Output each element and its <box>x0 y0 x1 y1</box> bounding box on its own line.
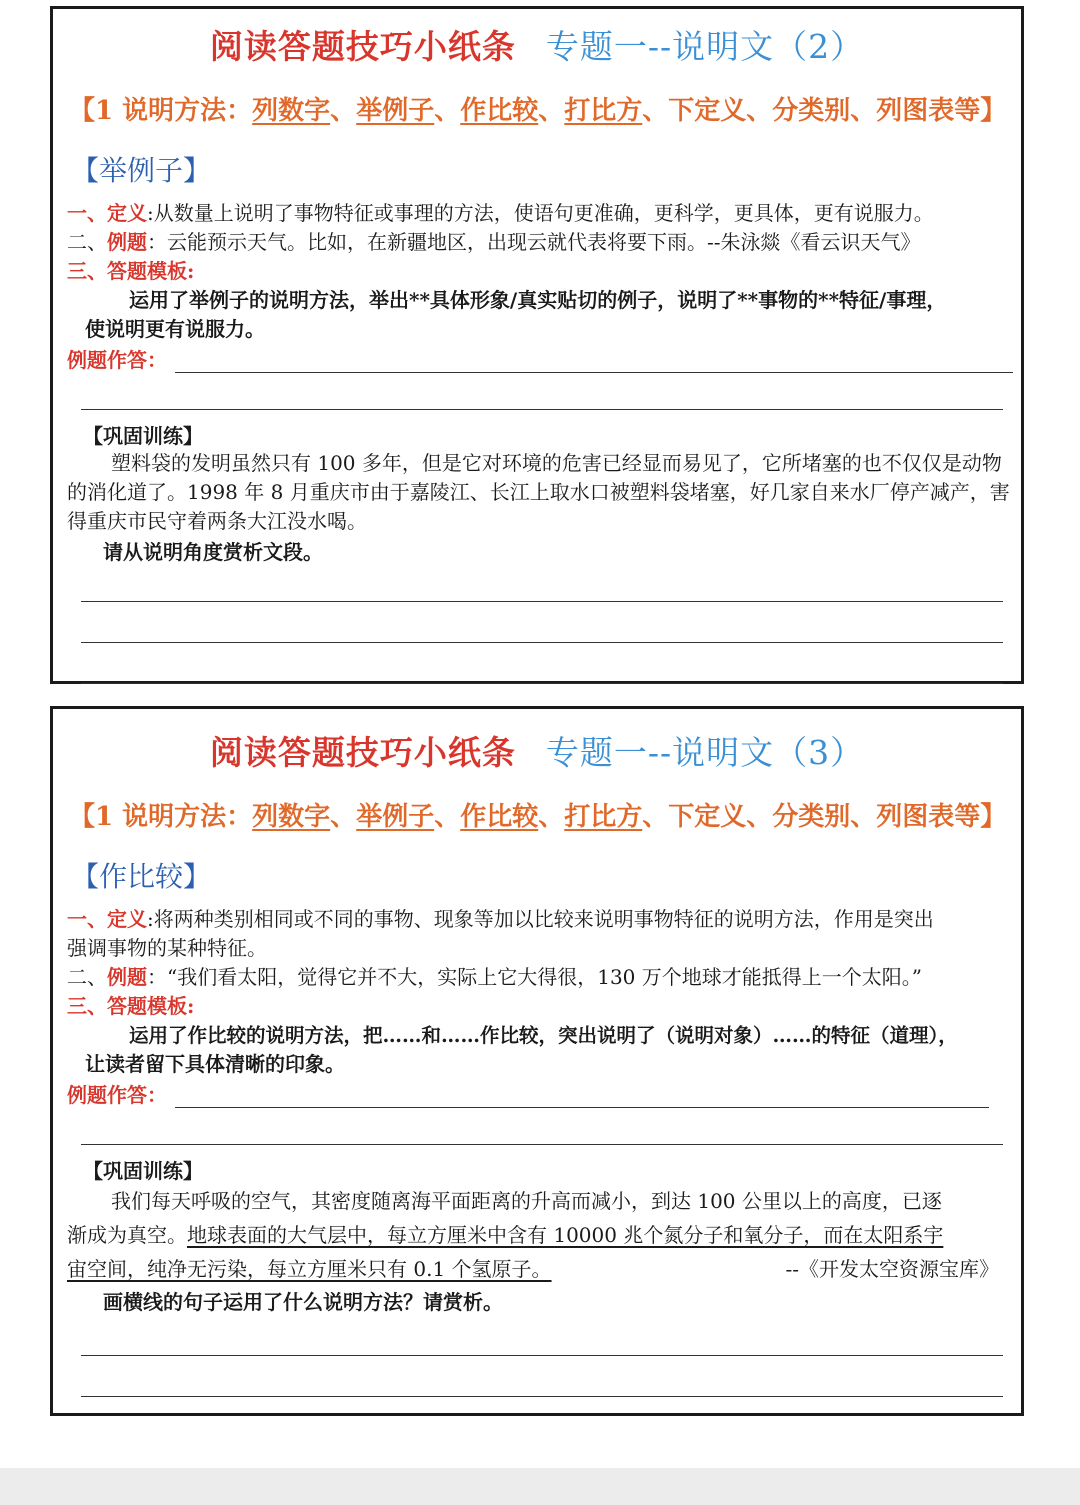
methods-list: 【1 说明方法：列数字、举例子、作比较、打比方、下定义、分类别、列图表等】 <box>69 802 1007 832</box>
answer-label: 例题作答： <box>67 348 167 372</box>
answer-label: 例题作答： <box>67 1083 167 1107</box>
ex-label: 例题 <box>107 965 147 989</box>
practice-title: 【巩固训练】 <box>83 424 203 448</box>
definition-line <box>67 199 1013 228</box>
ex-num: 二、 <box>67 965 107 989</box>
def-text: :从数量上说明了事物特征或事理的方法，使语句更准确，更科学，更具体，更有说服力。 <box>147 201 934 225</box>
template-heading <box>67 992 1013 1021</box>
card-title <box>53 21 1021 68</box>
template-line-2: 让读者留下具体清晰的印象。 <box>85 1052 345 1076</box>
methods-prefix: 【1 说明方法： <box>69 802 253 832</box>
answer-row[interactable] <box>67 344 1013 373</box>
template-line-2: 使说明更有说服力。 <box>85 317 265 341</box>
tpl-num: 三、 <box>67 259 107 283</box>
underlined-sentence-1: 地球表面的大气层中，每立方厘米中含有 10000 兆个氮分子和氧分子，而在太阳系宇 <box>187 1223 944 1247</box>
title-topic: 专题一--说明文（2） <box>545 27 865 66</box>
ex-text: ：“我们看太阳，觉得它并不大，实际上它大得很，130 万个地球才能抵得上一个太阳。” <box>147 965 922 989</box>
practice-plain: 渐成为真空。 <box>67 1223 187 1247</box>
methods-rest: 、下定义、分类别、列图表等】 <box>642 802 1007 832</box>
methods-rest: 、下定义、分类别、列图表等】 <box>642 96 1007 126</box>
def-text: :将两种类别相同或不同的事物、现象等加以比较来说明事物特征的说明方法，作用是突出 <box>147 907 934 931</box>
title-topic: 专题一--说明文（3） <box>545 733 865 772</box>
def-num: 一、 <box>67 907 107 931</box>
practice-title: 【巩固训练】 <box>83 1159 203 1183</box>
practice-line-3 <box>67 1252 1013 1286</box>
answer-row[interactable] <box>67 1079 989 1108</box>
template-line-1: 运用了举例子的说明方法，举出**具体形象/真实贴切的例子，说明了**事物的**特征/事理， <box>129 288 947 312</box>
tip-card-2 <box>50 6 1024 684</box>
tpl-label: 答题模板 <box>107 259 187 283</box>
def-label: 定义 <box>107 201 147 225</box>
practice-blank-2[interactable] <box>81 602 1003 643</box>
tpl-colon: : <box>187 994 195 1018</box>
method-analogy: 打比方 <box>564 96 643 126</box>
practice-line-2 <box>67 1218 1013 1252</box>
method-comparison: 作比较 <box>460 96 539 126</box>
method-comparison: 作比较 <box>460 802 539 832</box>
answer-blank[interactable] <box>175 350 1013 373</box>
title-main: 阅读答题技巧小纸条 <box>209 733 516 772</box>
bottom-strip <box>0 1468 1080 1505</box>
template-line-1: 运用了作比较的说明方法，把……和……作比较，突出说明了（说明对象）……的特征（道理）， <box>129 1024 958 1047</box>
definition-line <box>67 905 1013 934</box>
answer-blank[interactable] <box>175 1085 989 1108</box>
practice-blank-3[interactable] <box>81 643 1003 684</box>
example-line <box>67 228 1013 257</box>
underlined-sentence-2: 宙空间，纯净无污染，每立方厘米只有 0.1 个氢原子。 <box>67 1257 552 1281</box>
practice-question: 画横线的句子运用了什么说明方法？请赏析。 <box>103 1290 503 1314</box>
section-heading: 【作比较】 <box>71 860 212 893</box>
ex-label: 例题 <box>107 230 147 254</box>
practice-line-1: 我们每天呼吸的空气，其密度随离海平面距离的升高而减小，到达 100 公里以上的高度，已逐 <box>111 1189 942 1213</box>
practice-source: --《开发太空资源宝库》 <box>785 1257 999 1281</box>
def-num: 一、 <box>67 201 107 225</box>
ex-num: 二、 <box>67 230 107 254</box>
title-main: 阅读答题技巧小纸条 <box>209 27 516 66</box>
def-label: 定义 <box>107 907 147 931</box>
method-numbers: 列数字 <box>252 802 331 832</box>
methods-list: 【1 说明方法：列数字、举例子、作比较、打比方、下定义、分类别、列图表等】 <box>69 96 1007 126</box>
methods-prefix: 【1 说明方法： <box>69 96 253 126</box>
practice-text: 塑料袋的发明虽然只有 100 多年，但是它对环境的危害已经显而易见了，它所堵塞的也不仅仅是动物的消化道了。1998 年 8 月重庆市由于嘉陵江、长江上取水口被塑料袋堵塞，好几家自来水厂停产减产，害得重庆市民守着两条大江没水喝。 <box>67 451 1010 533</box>
method-examples: 举例子 <box>356 96 435 126</box>
section-heading: 【举例子】 <box>71 154 212 187</box>
answer-blank-2[interactable] <box>81 373 1003 410</box>
example-line <box>67 963 1013 992</box>
card-title <box>53 727 1021 774</box>
method-analogy: 打比方 <box>564 802 643 832</box>
method-numbers: 列数字 <box>252 96 331 126</box>
practice-question: 请从说明角度赏析文段。 <box>103 540 323 564</box>
template-heading <box>67 257 1013 286</box>
practice-blank-1[interactable] <box>81 1315 1003 1356</box>
practice-blank-1[interactable] <box>81 565 1003 602</box>
tpl-num: 三、 <box>67 994 107 1018</box>
tip-card-3 <box>50 706 1024 1416</box>
definition-line-2: 强调事物的某种特征。 <box>67 936 267 960</box>
method-examples: 举例子 <box>356 802 435 832</box>
practice-blank-2[interactable] <box>81 1356 1003 1397</box>
answer-blank-2[interactable] <box>81 1108 1003 1145</box>
tpl-colon: : <box>187 259 195 283</box>
tpl-label: 答题模板 <box>107 994 187 1018</box>
ex-text: ：云能预示天气。比如，在新疆地区，出现云就代表将要下雨。--朱泳燚《看云识天气》 <box>147 230 921 254</box>
